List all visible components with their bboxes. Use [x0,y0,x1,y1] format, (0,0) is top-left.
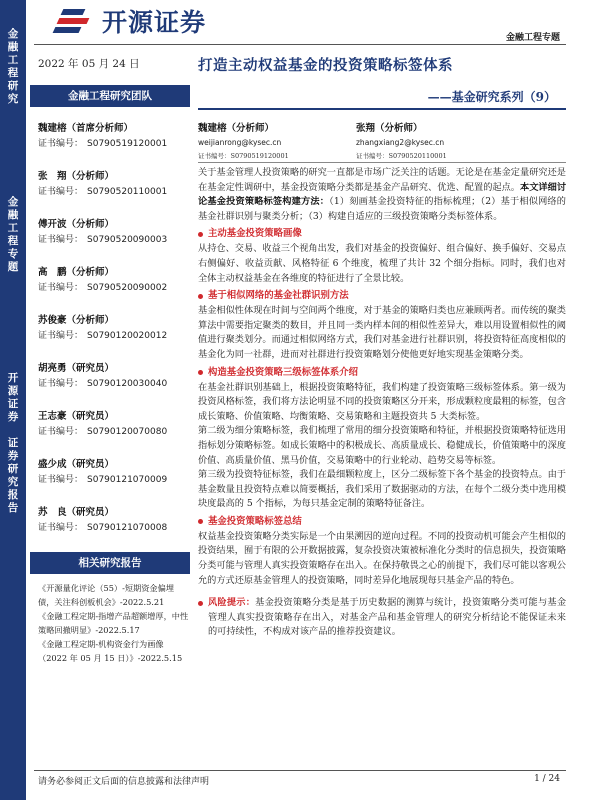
analyst-name: 胡亮勇（研究员） [38,363,115,374]
side-label-char: 融 [7,41,19,53]
bullet-icon [198,294,203,299]
section-heading: 构造基金投资策略三级标签体系介绍 [198,366,566,380]
team-header: 金融工程研究团队 [30,85,190,107]
side-label-char: 金 [7,196,19,208]
analyst-cert: 证书编号： S0790120030040 [38,379,168,389]
analyst-name: 苏 良（研究员） [38,507,115,518]
side-label-char: 究 [7,476,19,488]
side-label-char: 题 [7,261,19,273]
analyst-name: 魏建榕（首席分析师） [38,123,134,134]
side-label-char: 程 [7,235,19,247]
side-label-char: 告 [7,502,19,514]
analyst-item [38,362,190,410]
side-label-char: 金 [7,28,19,40]
section-heading: 基于相似网络的基金社群识别方法 [198,289,566,303]
analyst-name: 傅开波（分析师） [38,219,115,230]
analyst-item [38,410,190,458]
related-reports-header: 相关研究报告 [30,552,190,574]
side-label-char: 券 [7,450,19,462]
side-label-char: 研 [7,80,19,92]
bullet-icon [198,370,203,375]
section-heading: 基金投资策略标签总结 [198,515,566,529]
side-label-char: 工 [7,222,19,234]
author-item [356,122,447,161]
bullet-icon [198,601,203,606]
analyst-name: 高 鹏（分析师） [38,267,115,278]
author-email[interactable]: weijianrong@kysec.cn [198,138,282,147]
related-report-link[interactable]: 《开源量化评论（55）-短期资金偏埋债，关注科创板机会》-2022.5.21 [38,583,174,607]
author-cert: 证书编号：S0790520110001 [356,152,447,160]
analyst-name: 王志豪（研究员） [38,411,115,422]
analyst-name: 张 翔（分析师） [38,171,115,182]
analyst-name: 苏俊豪（分析师） [38,315,115,326]
analyst-cert: 证书编号： S0790120020012 [38,331,168,341]
brand-name: 开源证券 [102,8,207,37]
side-label-report [0,372,26,515]
brand-logo-icon [56,7,96,35]
author-divider [198,162,566,163]
related-report-link[interactable]: 《金融工程定期-指增产品超额增厚，中性策略回撤明显》-2022.5.17 [38,611,189,635]
author-cert: 证书编号：S0790519120001 [198,152,289,160]
section-heading: 主动基金投资策略画像 [198,227,566,241]
header-tag: 金融工程专题 [505,33,560,43]
intro-paragraph: 关于基金管理人投资策略的研究一直都是市场广泛关注的话题。无论是在基金定量研究还是在基金定性调研中，基金投资策略分类都是基金产品研究、优选、配置的起点。本文详细讨论基金投资策略标签构建方法：（1）刻画基金投资特征的指标梳理；（2）基于相似网络的基金社群识别与聚类分析；（3）构建自适应的三级投资策略分类标签体系。 [198,167,567,222]
footer-divider [34,770,566,771]
side-label-char: 源 [7,385,19,397]
side-label-char: 融 [7,209,19,221]
side-label-char: 程 [7,67,19,79]
side-label-char [6,424,20,437]
page-number: 1 / 24 [534,774,560,784]
risk-paragraph: 风险提示：基金投资策略分类是基于历史数据的测算与统计，投资策略分类可能与基金管理人真实投资策略存在出入，对基金产品和基金管理人的研究分析结论不能保证未来的可持续性，不构成对该产品的推荐投资建议。 [208,597,567,638]
analyst-name: 盛少成（研究员） [38,459,115,470]
side-label-char: 研 [7,463,19,475]
side-label-research [0,28,26,106]
section-paragraph: 权益基金投资策略分类实际是一个由果溯因的逆向过程。不同的投资动机可能会产生相似的投资结果，囿于有限的公开数据披露，复杂投资决策被标准化分类时的信息损失，投资策略分类可能与管理人真实投资策略存在出入。在保持敬畏之心的前提下，我们尽可能以客观公允的方式还原基金管理人的投资策略，同时差异化地展现每只基金产品的特色。 [198,530,566,586]
analyst-item [38,266,190,314]
side-label-char: 专 [7,248,19,260]
side-label-char: 究 [7,93,19,105]
bullet-icon [198,232,203,237]
analyst-item [38,218,190,266]
author-name: 魏建榕（分析师） [198,123,275,134]
side-label-topic [0,196,26,274]
header-divider [34,44,566,45]
title-divider [198,108,566,110]
side-label-char: 工 [7,54,19,66]
analyst-item [38,506,190,554]
analyst-cert: 证书编号： S0790520110001 [38,187,168,197]
analyst-item [38,122,190,170]
side-label-char: 报 [7,489,19,501]
side-label-char: 证 [7,437,19,449]
section-paragraph: 第二级为细分策略标签，我们梳理了常用的细分投资策略和特征，并根据投资策略特征选用指标划分策略标签。如成长策略中的积极成长、高质量成长、稳健成长，价值策略中的深度价值、高质量价值、黑马价值，交易策略中的行业轮动、趋势交易等标签。 [198,425,566,466]
analyst-item [38,170,190,218]
analyst-item [38,458,190,506]
bullet-icon [198,519,203,524]
author-name: 张翔（分析师） [356,123,423,134]
report-series: ——基金研究系列（9） [427,90,556,104]
analyst-cert: 证书编号： S0790121070008 [38,523,168,533]
analyst-cert: 证书编号： S0790120070080 [38,427,168,437]
analyst-list [38,122,190,554]
section-paragraph: 第三级为投资特征标签，我们在最细颗粒度上，区分二级标签下各个基金的投资特点。由于基金数量且投资特点难以简要概括，我们采用了数据驱动的方法，在每个二级分类中选用模块度最高的 5 个指标，为每只基金定制的策略特征备注。 [198,469,566,510]
analyst-cert: 证书编号： S0790519120001 [38,139,168,149]
side-label-char: 证 [7,398,19,410]
analyst-cert: 证书编号： S0790121070009 [38,475,168,485]
section-paragraph: 在基金社群识别基础上，根据投资策略特征，我们构建了投资策略三级标签体系。第一级为投资风格标签，我们将方法论明显不同的投资策略区分开来，形成颗粒度最粗的标签，包含成长策略、价值策略、均衡策略、交易策略和主题投资共 5 大类标签。 [198,381,566,422]
author-item [198,122,289,161]
report-title: 打造主动权益基金的投资策略标签体系 [198,57,453,74]
risk-heading [198,596,566,640]
analyst-cert: 证书编号： S0790520090002 [38,283,168,293]
related-report-link[interactable]: 《金融工程定期-机构资金行为画像（2022 年 05 月 15 日）》-2022.5.15 [38,639,183,663]
related-reports-list [38,582,190,666]
report-date: 2022 年 05 月 24 日 [38,58,140,70]
side-label-char: 开 [7,372,19,384]
analyst-item [38,314,190,362]
analyst-cert: 证书编号： S0790520090003 [38,235,168,245]
section-paragraph: 基金相似性体现在时间与空间两个维度，对于基金的策略归类也应兼顾两者。而传统的聚类算法中需要指定聚类的数目，并且同一类内样本间的相似性差异大，难以用设置相似性的阈值进行聚类划分。而通过相似网络方式，我们对基金进行社群识别，将投资特征高度相似的基金化为同一社群，进而对社群进行投资策略划分使他更好地实现基金策略分类。 [198,305,566,360]
brand-logo [56,4,206,38]
side-label-char: 券 [7,411,19,423]
author-block [198,122,566,164]
author-email[interactable]: zhangxiang2@kysec.cn [356,138,445,147]
section-paragraph: 从持仓、交易、收益三个视角出发，我们对基金的投资偏好、组合偏好、换手偏好、交易点右侧偏好、收益贡献、风格特征 6 个维度，梳理了共计 32 个细分指标。同时，我们也对全体主动权益基金在各维度的特征进行了全景比较。 [198,243,566,284]
disclaimer-note: 请务必参阅正文后面的信息披露和法律声明 [38,777,210,787]
report-body [198,166,566,641]
